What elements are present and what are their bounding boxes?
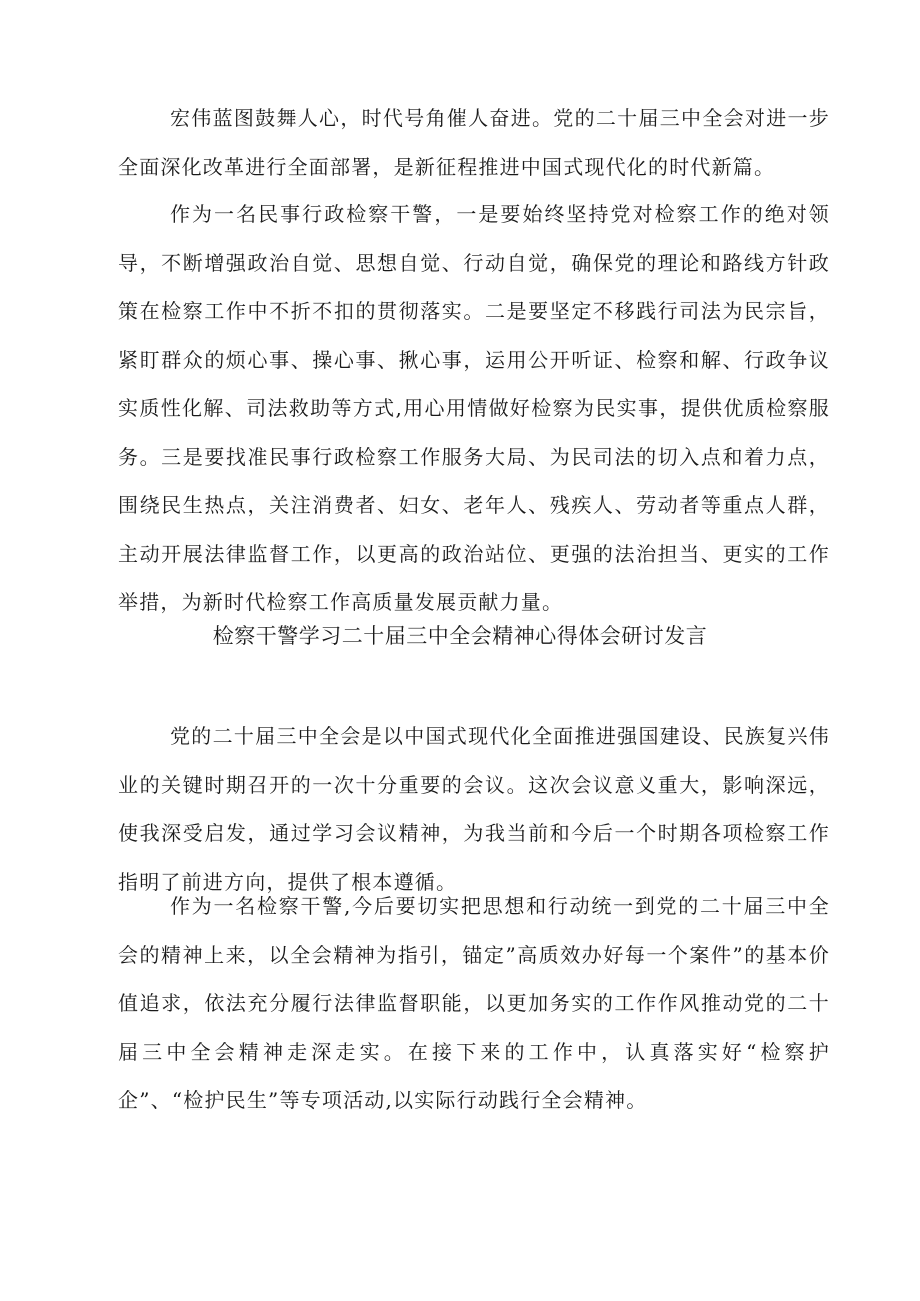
- intro-paragraph-1: 宏伟蓝图鼓舞人心，时代号角催人奋进。党的二十届三中全会对进一步全面深化改革进行全面部署，是新征程推进中国式现代化的时代新篇。: [118, 106, 830, 179]
- section-title: 检察干警学习二十届三中全会精神心得体会研讨发言: [212, 624, 708, 648]
- section-paragraph-1: 党的二十届三中全会是以中国式现代化全面推进强国建设、民族复兴伟业的关键时期召开的一次十分重要的会议。这次会议意义重大，影响深远，使我深受启发，通过学习会议精神，为我当前和今后一个时期各项检察工作指明了前进方向，提供了根本遵循。: [118, 724, 830, 894]
- intro-paragraph-2: 作为一名民事行政检察干警，一是要始终坚持党对检察工作的绝对领导，不断增强政治自觉、思想自觉、行动自觉，确保党的理论和路线方针政策在检察工作中不折不扣的贯彻落实。二是要坚定不移践行司法为民宗旨，紧盯群众的烦心事、操心事、揪心事，运用公开听证、检察和解、行政争议实质性化解、司法救助等方式,用心用情做好检察为民实事，提供优质检察服务。三是要找准民事行政检察工作服务大局、为民司法的切入点和着力点，围绕民生热点，关注消费者、妇女、老年人、残疾人、劳动者等重点人群，主动开展法律监督工作，以更高的政治站位、更强的法治担当、更实的工作举措，为新时代检察工作高质量发展贡献力量。: [118, 202, 830, 614]
- section-paragraph-2: 作为一名检察干警,今后要切实把思想和行动统一到党的二十届三中全会的精神上来，以全会精神为指引，锚定”高质效办好每一个案件”的基本价值追求，依法充分履行法律监督职能，以更加务实的工作作风推动党的二十届三中全会精神走深走实。在接下来的工作中，认真落实好“检察护企”、“检护民生”等专项活动,以实际行动践行全会精神。: [118, 894, 830, 1112]
